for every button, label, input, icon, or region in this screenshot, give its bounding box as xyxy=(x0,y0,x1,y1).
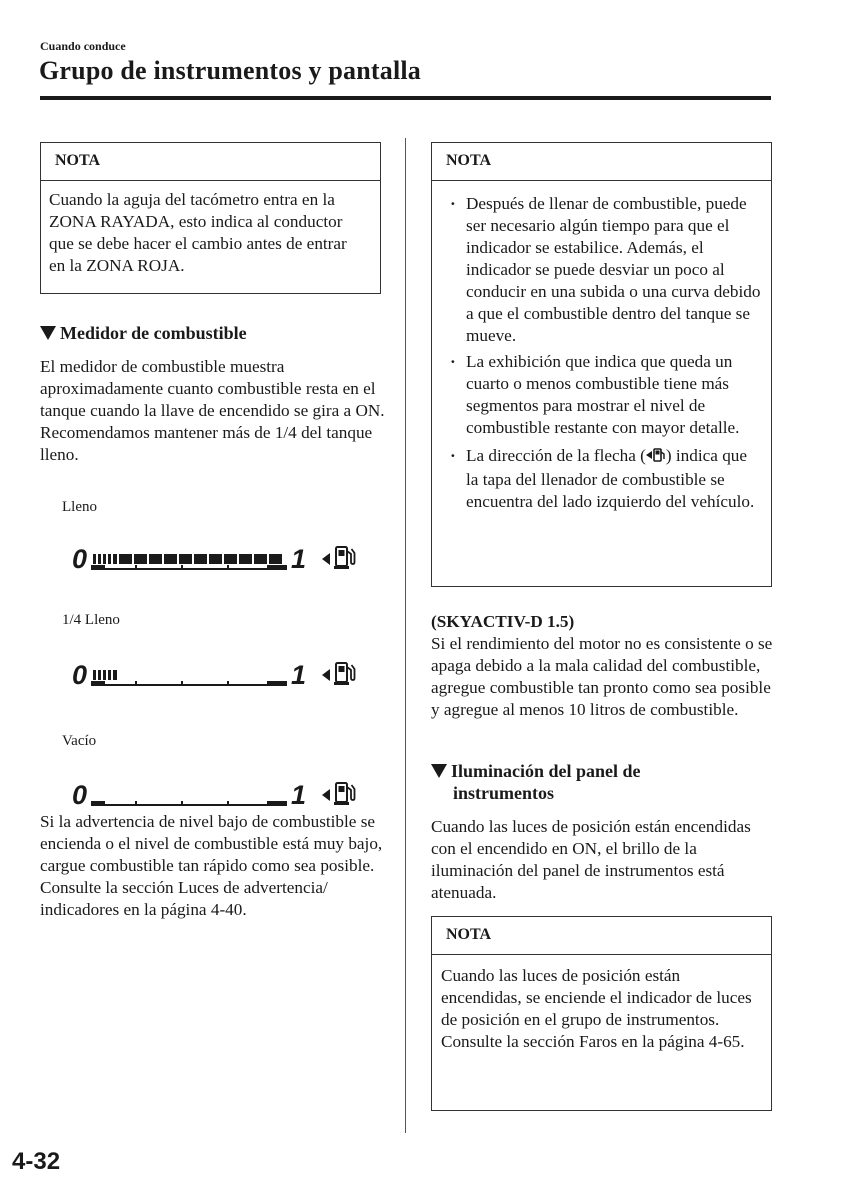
note-text: Cuando la aguja del tacómetro entra en la ZONA RAYADA, esto indica al conductor que se debe hacer el cambio antes de entrar en la ZONA ROJA. xyxy=(49,190,347,275)
note-heading: NOTA xyxy=(432,917,771,955)
gauge-tick xyxy=(227,801,229,806)
illumination-heading-line1: Iluminación del panel de xyxy=(451,761,641,781)
gauge-tick xyxy=(181,801,183,806)
note-heading: NOTA xyxy=(41,143,380,181)
gauge-tick xyxy=(135,565,137,570)
fuel-pump-icon xyxy=(334,659,356,690)
gauge-segment xyxy=(149,554,162,564)
note-body xyxy=(432,181,771,525)
title-rule xyxy=(40,96,771,100)
note-box-position-lights xyxy=(431,916,772,1111)
illumination-heading xyxy=(431,760,776,804)
section-triangle-icon xyxy=(431,764,447,778)
gauge-tick xyxy=(135,681,137,686)
gauge-segment xyxy=(113,670,117,680)
page-number: 4-32 xyxy=(12,1148,61,1175)
gauge-empty-mark: 0 xyxy=(72,660,88,690)
note-box-fuel xyxy=(431,142,772,587)
note-text: Cuando las luces de posición están encendidas, se enciende el indicador de luces de posición en el grupo de instrumentos. Consulte la sección Faros en la página 4-65. xyxy=(441,966,752,1051)
gauge-segment xyxy=(103,554,106,564)
page-title: Grupo de instrumentos y pantalla xyxy=(39,56,422,85)
note-box-tachometer xyxy=(40,142,381,294)
gauge-segment xyxy=(103,670,106,680)
gauge-right-cap xyxy=(267,801,287,806)
note-bullet-text: ) indica que la tapa del llenador de combustible se encuentra del lado izquierdo del vehículo. xyxy=(466,446,755,511)
fuel-pump-icon xyxy=(334,779,356,810)
gauge-left-cap xyxy=(91,801,105,806)
gauge-empty-mark: 0 xyxy=(72,780,88,810)
note-bullet: · Después de llenar de combustible, puede ser necesario algún tiempo para que el indicador se estabilice. Además, el indicador se puede desviar un poco al conducir en una subida o una curva debido a que el combustible dentro del tanque se mueve. xyxy=(440,193,763,347)
note-heading: NOTA xyxy=(432,143,771,181)
gauge-segment xyxy=(269,554,282,564)
fuel-gauge-full xyxy=(68,540,368,580)
gauge-segment xyxy=(98,554,101,564)
gauge-label-empty: Vacío xyxy=(62,733,97,749)
fuel-door-arrow-icon xyxy=(646,447,666,469)
gauge-tick xyxy=(227,565,229,570)
section-triangle-icon xyxy=(40,326,56,340)
gauge-segment xyxy=(209,554,222,564)
gauge-segment xyxy=(113,554,117,564)
low-fuel-warning-text: Si la advertencia de nivel bajo de combustible se encienda o el nivel de combustible está muy bajo, cargue combustible tan rápido como sea posible. Consulte la sección Luces de advertencia/ indicadores en la página 4-40. xyxy=(40,812,383,919)
gauge-segment xyxy=(254,554,267,564)
note-bullet: · La exhibición que indica que queda un cuarto o menos combustible tiene más segmentos para mostrar el nivel de combustible restante con mayor detalle. xyxy=(440,351,763,439)
gauge-tick xyxy=(181,565,183,570)
note-bullet-text: La dirección de la flecha ( xyxy=(466,446,646,465)
fuel-door-arrow-icon xyxy=(322,669,330,681)
gauge-full-mark: 1 xyxy=(291,544,307,574)
gauge-segment xyxy=(224,554,237,564)
illumination-heading-line2: instrumentos xyxy=(453,783,555,803)
gauge-bar xyxy=(91,664,287,686)
gauge-segment xyxy=(119,554,132,564)
note-bullet-list xyxy=(440,193,763,513)
gauge-full-mark: 1 xyxy=(291,660,307,690)
fuel-pump-icon xyxy=(334,543,356,574)
fuel-gauge-heading xyxy=(40,322,385,344)
gauge-bar xyxy=(91,548,287,570)
gauge-segment xyxy=(93,554,96,564)
fuel-door-arrow-icon xyxy=(322,789,330,801)
gauge-baseline xyxy=(91,684,287,686)
gauge-left-cap xyxy=(91,681,105,686)
gauge-segment xyxy=(179,554,192,564)
column-divider xyxy=(405,138,406,1133)
fuel-gauge-intro: El medidor de combustible muestra aproximadamente cuanto combustible resta en el tanque cuando la llave de encendido se gira a ON. Recomendamos mantener más de 1/4 del tanque lleno. xyxy=(40,357,385,464)
gauge-baseline xyxy=(91,568,287,570)
fuel-gauge-quarter xyxy=(68,656,368,696)
gauge-segment xyxy=(164,554,177,564)
skyactiv-heading: (SKYACTIV-D 1.5) xyxy=(431,612,575,631)
gauge-label-quarter: 1/4 Lleno xyxy=(62,612,120,628)
gauge-full-mark: 1 xyxy=(291,780,307,810)
section-label: Cuando conduce xyxy=(40,39,126,53)
gauge-segment xyxy=(134,554,147,564)
gauge-right-cap xyxy=(267,565,287,570)
gauge-baseline xyxy=(91,804,287,806)
gauge-segment xyxy=(194,554,207,564)
gauge-right-cap xyxy=(267,681,287,686)
fuel-door-arrow-icon xyxy=(322,553,330,565)
gauge-tick xyxy=(181,681,183,686)
gauge-segment xyxy=(98,670,101,680)
note-bullet xyxy=(440,445,763,513)
gauge-empty-mark: 0 xyxy=(72,544,88,574)
gauge-left-cap xyxy=(91,565,105,570)
gauge-segment xyxy=(108,670,111,680)
gauge-tick xyxy=(227,681,229,686)
skyactiv-text: Si el rendimiento del motor no es consistente o se apaga debido a la mala calidad del combustible, agregue combustible tan pronto como sea posible y agregue al menos 10 litros de combustible. xyxy=(431,634,773,719)
fuel-gauge-heading-text: Medidor de combustible xyxy=(60,323,247,343)
gauge-segment xyxy=(239,554,252,564)
gauge-segment xyxy=(108,554,111,564)
fuel-gauge-empty xyxy=(68,776,368,816)
gauge-tick xyxy=(135,801,137,806)
illumination-text: Cuando las luces de posición están encendidas con el encendido en ON, el brillo de la iluminación del panel de instrumentos está atenuada. xyxy=(431,817,751,902)
gauge-bar xyxy=(91,784,287,806)
gauge-label-full: Lleno xyxy=(62,499,97,515)
gauge-segment xyxy=(93,670,96,680)
